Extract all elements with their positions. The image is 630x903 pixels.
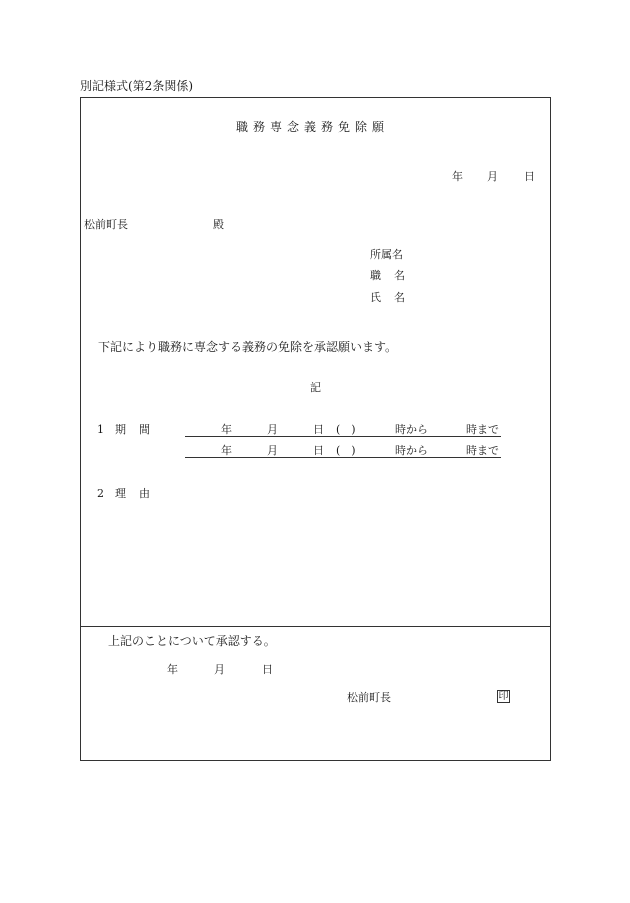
period-row-2-from: 時から [395, 444, 428, 457]
reason-label-1: 理 [115, 487, 126, 500]
date-day: 日 [524, 170, 535, 183]
period-row-2-year: 年 [221, 444, 232, 457]
date-month: 月 [487, 170, 498, 183]
affiliation-label: 所属名 [370, 248, 403, 261]
approver-name: 松前町長 [347, 691, 391, 704]
addressee-honorific: 殿 [213, 218, 224, 231]
request-text: 下記により職務に専念する義務の免除を承認願います。 [98, 340, 398, 354]
period-row-1-weekday: ( ) [336, 423, 356, 436]
approval-text: 上記のことについて承認する。 [108, 634, 276, 648]
period-row-1-month: 月 [267, 423, 278, 436]
form-title: 職務専念義務免除願 [236, 120, 390, 134]
approval-date-year: 年 [167, 663, 178, 676]
period-number: 1 [97, 423, 104, 436]
form-label: 別記様式(第2条関係) [80, 79, 193, 93]
name-label-1: 氏 [370, 291, 381, 304]
period-row-2-day: 日 [313, 444, 324, 457]
period-row-1-year: 年 [221, 423, 232, 436]
seal-mark: 印 [498, 691, 509, 702]
period-row-1-underline [185, 436, 501, 437]
position-label-2: 名 [394, 269, 405, 282]
period-row-1-to: 時まで [466, 423, 499, 436]
reason-label-2: 由 [139, 487, 150, 500]
period-row-1-from: 時から [395, 423, 428, 436]
approval-date-month: 月 [214, 663, 225, 676]
position-label-1: 職 [370, 269, 381, 282]
period-row-2-underline [185, 457, 501, 458]
period-row-1-day: 日 [313, 423, 324, 436]
period-label-1: 期 [115, 423, 126, 436]
approval-divider [80, 626, 551, 627]
name-label-2: 名 [394, 291, 405, 304]
addressee-name: 松前町長 [84, 218, 128, 231]
period-label-2: 間 [139, 423, 150, 436]
reason-number: 2 [97, 487, 104, 500]
approval-date-day: 日 [262, 663, 273, 676]
date-year: 年 [452, 170, 463, 183]
period-row-2-month: 月 [267, 444, 278, 457]
period-row-2-to: 時まで [466, 444, 499, 457]
period-row-2-weekday: ( ) [336, 444, 356, 457]
notes-heading: 記 [310, 381, 321, 394]
